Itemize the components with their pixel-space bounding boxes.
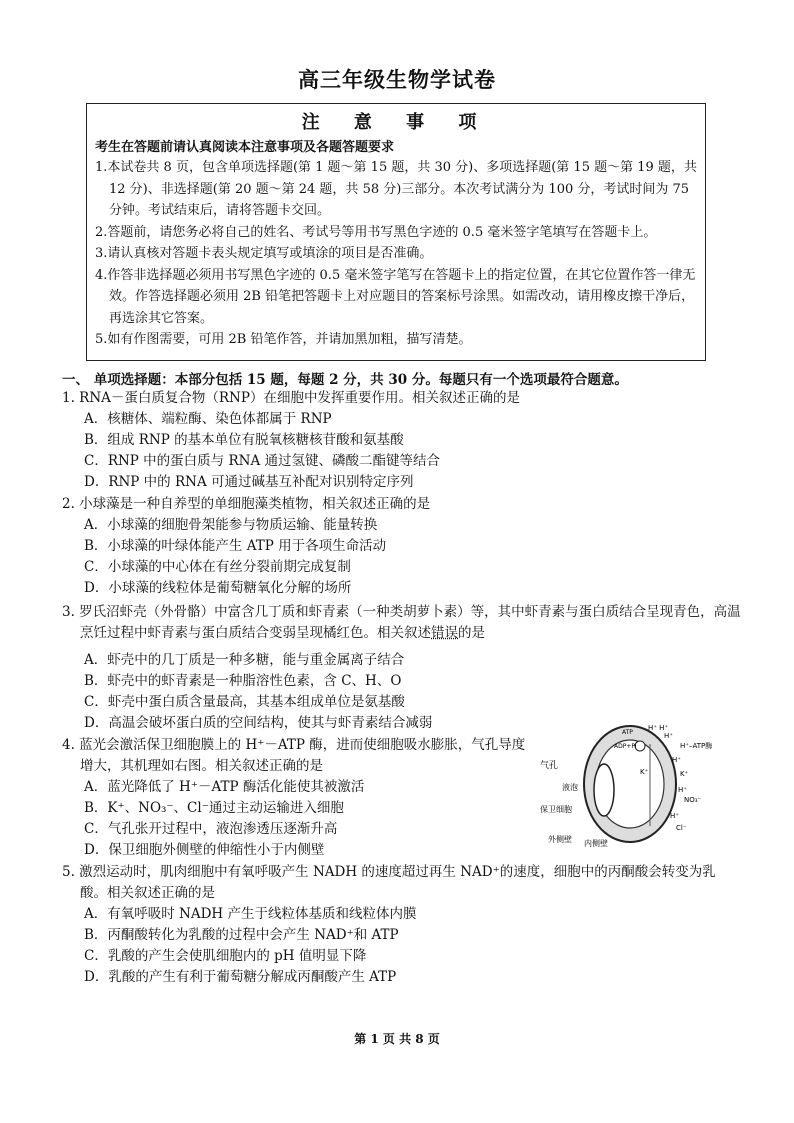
notice-item: 5.如有作图需要，可用 2B 铅笔作答，并请加黑加粗，描写清楚。 bbox=[95, 332, 472, 347]
notice-intro: 考生在答题前请认真阅读本注意事项及各题答题要求 bbox=[95, 140, 395, 155]
label-outer-wall: 外侧壁 bbox=[548, 835, 572, 844]
notice-item: 3.请认真核对答题卡表头规定填写或填涂的项目是否准确。 bbox=[95, 246, 433, 261]
option-d: D．RNP 中的 RNA 可通过碱基互补配对识别特定序列 bbox=[84, 474, 414, 490]
label-adp: ADP+Pi bbox=[614, 743, 637, 750]
option-a: A．核糖体、端粒酶、染色体都属于 RNP bbox=[84, 411, 332, 427]
label-h-5: H⁺ bbox=[670, 812, 679, 820]
question-2 bbox=[62, 494, 742, 599]
label-inner-wall: 内侧壁 bbox=[584, 839, 608, 848]
option-c: C．虾壳中蛋白质含量最高，其基本组成单位是氨基酸 bbox=[84, 694, 405, 710]
guard-cell-figure bbox=[540, 722, 740, 852]
question-5 bbox=[62, 862, 742, 988]
option-b: B．小球藻的叶绿体能产生 ATP 用于各项生命活动 bbox=[84, 538, 387, 554]
label-no3: NO₃⁻ bbox=[684, 796, 702, 804]
label-cl: Cl⁻ bbox=[676, 824, 687, 832]
question-stem-text: 3. 罗氏沼虾壳（外骨骼）中富含几丁质和虾青素（一种类胡萝卜素）等，其中虾青素与蛋白质结合呈现青色，高温烹饪过程中虾青素与蛋白质结合变弱呈现橘红色。相关叙述 bbox=[62, 604, 741, 641]
label-h-4: H⁺ bbox=[678, 786, 687, 794]
question-3 bbox=[62, 602, 742, 734]
notice-heading: 注 意 事 项 bbox=[301, 112, 491, 133]
label-h-3: H⁺ bbox=[672, 756, 681, 764]
stomatal-pore bbox=[594, 764, 614, 816]
label-h-2: H⁺ bbox=[664, 732, 673, 740]
notice-item: 4.作答非选择题必须用书写黑色字迹的 0.5 毫米签字笔写在答题卡上的指定位置，在其它位置作答一律无效。作答选择题必须用 2B 铅笔把答题卡上对应题目的答案标号涂黑。如需改动，请用橡皮擦干净后，再选涂其它答案。 bbox=[95, 267, 696, 326]
label-atp: ATP bbox=[622, 729, 633, 736]
notice-box bbox=[86, 103, 706, 361]
option-d: D．保卫细胞外侧壁的伸缩性小于内侧壁 bbox=[84, 842, 325, 858]
notice-item: 2.答题前，请您务必将自己的姓名、考试号等用书写黑色字迹的 0.5 毫米签字笔填写在答题卡上。 bbox=[95, 224, 657, 240]
option-b: B．组成 RNP 的基本单位有脱氧核糖核苷酸和氨基酸 bbox=[84, 432, 404, 448]
option-c: C．气孔张开过程中，液泡渗透压逐渐升高 bbox=[84, 821, 338, 837]
label-k-out: K⁺ bbox=[680, 770, 689, 778]
option-b: B．丙酮酸转化为乳酸的过程中会产生 NAD⁺和 ATP bbox=[84, 927, 399, 943]
option-b: B．K⁺、NO₃⁻、Cl⁻通过主动运输进入细胞 bbox=[84, 800, 344, 816]
option-a: A．虾壳中的几丁质是一种多糖，能与重金属离子结合 bbox=[84, 652, 405, 668]
option-b: B．虾壳中的虾青素是一种脂溶性色素，含 C、H、O bbox=[84, 673, 402, 689]
question-stem: 2. 小球藻是一种自养型的单细胞藻类植物，相关叙述正确的是 bbox=[62, 496, 431, 512]
option-a: A．蓝光降低了 H⁺－ATP 酶活化能使其被激活 bbox=[84, 779, 365, 795]
option-a: A．有氧呼吸时 NADH 产生于线粒体基质和线粒体内膜 bbox=[84, 906, 417, 922]
question-4 bbox=[62, 735, 532, 861]
question-1 bbox=[62, 388, 742, 493]
page-title: 高三年级生物学试卷 bbox=[298, 67, 496, 92]
notice-item: 1.本试卷共 8 页，包含单项选择题(第 1 题～第 15 题，共 30 分)、多项选择题(第 15 题～第 19 题，共 12 分)、非选择题(第 20 题～第 24 题，共 58 分)三部分。本次考试满分为 100 分，考试时间为 75 分钟。考试结束后，请将答题卡交回。 bbox=[95, 160, 697, 218]
label-h-1: H⁺ H⁺ bbox=[648, 724, 669, 732]
option-a: A．小球藻的细胞骨架能参与物质运输、能量转换 bbox=[84, 517, 378, 533]
option-d: D．高温会破坏蛋白质的空间结构，使其与虾青素结合减弱 bbox=[84, 715, 433, 731]
question-stem: 5. 激烈运动时，肌肉细胞中有氧呼吸产生 NADH 的速度超过再生 NAD⁺的速度，细胞中的丙酮酸会转变为乳酸。相关叙述正确的是 bbox=[62, 864, 716, 901]
question-stem: 4. 蓝光会激活保卫细胞膜上的 H⁺－ATP 酶，进而使细胞吸水膨胀，气孔导度增大，其机理如右图。相关叙述正确的是 bbox=[62, 737, 526, 774]
label-pump: H⁺–ATP酶 bbox=[680, 742, 713, 750]
label-k-in: K⁺ bbox=[640, 768, 649, 776]
option-c: C．RNP 中的蛋白质与 RNA 通过氢键、磷酸二酯键等结合 bbox=[84, 453, 440, 469]
emphasis-word: 错误 bbox=[431, 625, 458, 641]
option-d: D．小球藻的线粒体是葡萄糖氧化分解的场所 bbox=[84, 580, 352, 596]
option-d: D．乳酸的产生有利于葡萄糖分解成丙酮酸产生 ATP bbox=[84, 969, 397, 985]
label-vacuole: 液泡 bbox=[562, 783, 578, 792]
section-heading: 一、 单项选择题：本部分包括 15 题，每题 2 分，共 30 分。每题只有一个选项最符合题意。 bbox=[62, 372, 628, 388]
label-pore: 气孔 bbox=[540, 761, 559, 771]
question-stem bbox=[62, 602, 742, 644]
label-guard-cell: 保卫细胞 bbox=[540, 805, 572, 814]
question-stem: 1. RNA－蛋白质复合物（RNP）在细胞中发挥重要作用。相关叙述正确的是 bbox=[62, 390, 520, 406]
page-footer: 第 1 页 共 8 页 bbox=[354, 1032, 440, 1046]
option-c: C．乳酸的产生会使肌细胞内的 pH 值明显下降 bbox=[84, 948, 367, 964]
option-c: C．小球藻的中心体在有丝分裂前期完成复制 bbox=[84, 559, 351, 575]
question-stem-end: 的是 bbox=[458, 625, 485, 641]
